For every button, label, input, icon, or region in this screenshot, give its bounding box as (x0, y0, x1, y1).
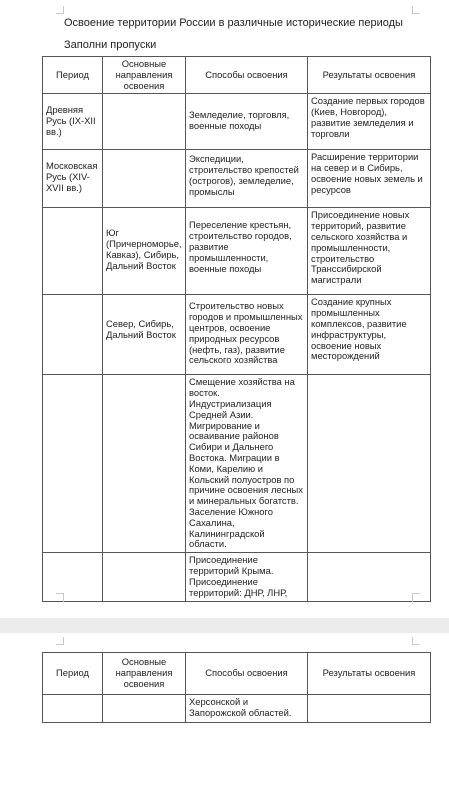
cell-directions: Север, Сибирь, Дальний Восток (103, 295, 186, 375)
page-corner-mark (412, 6, 420, 14)
table-header-row (43, 57, 431, 94)
table-row (43, 375, 431, 553)
cell-results: Создание первых городов (Киев, Новгород), развитие земледелия и торговли (308, 94, 431, 150)
page-corner-mark (56, 6, 64, 14)
cell-period: Древняя Русь (IX-XII вв.) (43, 94, 103, 150)
table-row (43, 208, 431, 295)
cell-period[interactable] (43, 375, 103, 553)
cell-methods: Присоединение территорий Крыма. Присоединение территорий: ДНР, ЛНР, (186, 553, 308, 602)
header-methods: Способы освоения (186, 653, 308, 695)
header-directions: Основные направления освоения (103, 653, 186, 695)
cell-results: Расширение территории на север и в Сибирь, освоение новых земель и ресурсов (308, 150, 431, 208)
table-header-row (43, 653, 431, 695)
cell-methods: Земледелие, торговля, военные походы (186, 94, 308, 150)
cell-results: Создание крупных промышленных комплексов, развитие инфраструктуры, освоение новых месторождений (308, 295, 431, 375)
header-directions: Основные направления освоения (103, 57, 186, 94)
cell-methods: Херсонской и Запорожской областей. (186, 695, 308, 723)
header-methods: Способы освоения (186, 57, 308, 94)
cell-directions[interactable] (103, 695, 186, 723)
table-row (43, 553, 431, 602)
cell-period[interactable] (43, 208, 103, 295)
cell-results[interactable] (308, 695, 431, 723)
cell-results[interactable] (308, 375, 431, 553)
cell-directions[interactable] (103, 94, 186, 150)
cell-directions[interactable] (103, 375, 186, 553)
document-title: Освоение территории России в различные исторические периоды (64, 17, 403, 29)
cell-results: Присоединение новых территорий, развитие сельского хозяйства и промышленности, строительство Транссибирской магистрали (308, 208, 431, 295)
cell-period[interactable] (43, 295, 103, 375)
table-row (43, 295, 431, 375)
cell-methods: Смещение хозяйства на восток. Индустриализация Средней Азии. Мигрирование и осваивание районов Сибири и Дальнего Востока. Миграции в Коми, Карелию и Кольский полуостров по причине освоения лесных и минеральных богатств. Заселение Южного Сахалина, Калининградской области. (186, 375, 308, 553)
page-break (0, 618, 449, 633)
table-row (43, 150, 431, 208)
page-corner-mark (412, 637, 420, 645)
header-period: Период (43, 653, 103, 695)
history-table (42, 56, 431, 602)
cell-methods: Строительство новых городов и промышленных центров, освоение природных ресурсов (нефть, газ), развитие сельского хозяйства (186, 295, 308, 375)
document-subtitle: Заполни пропуски (64, 39, 157, 51)
history-table-continued (42, 652, 431, 723)
header-period: Период (43, 57, 103, 94)
table-row (43, 94, 431, 150)
header-results: Результаты освоения (308, 653, 431, 695)
header-results: Результаты освоения (308, 57, 431, 94)
page-corner-mark (56, 593, 64, 602)
cell-directions[interactable] (103, 553, 186, 602)
cell-period[interactable] (43, 695, 103, 723)
cell-directions: Юг (Причерноморье, Кавказ), Сибирь, Дальний Восток (103, 208, 186, 295)
cell-methods: Переселение крестьян, строительство городов, развитие промышленности, военные походы (186, 208, 308, 295)
page-corner-mark (412, 593, 420, 602)
page-corner-mark (56, 637, 64, 645)
cell-period: Московская Русь (XIV-XVII вв.) (43, 150, 103, 208)
cell-directions[interactable] (103, 150, 186, 208)
cell-period[interactable] (43, 553, 103, 602)
cell-methods: Экспедиции, строительство крепостей (острогов), земледелие, промыслы (186, 150, 308, 208)
table-row (43, 695, 431, 723)
